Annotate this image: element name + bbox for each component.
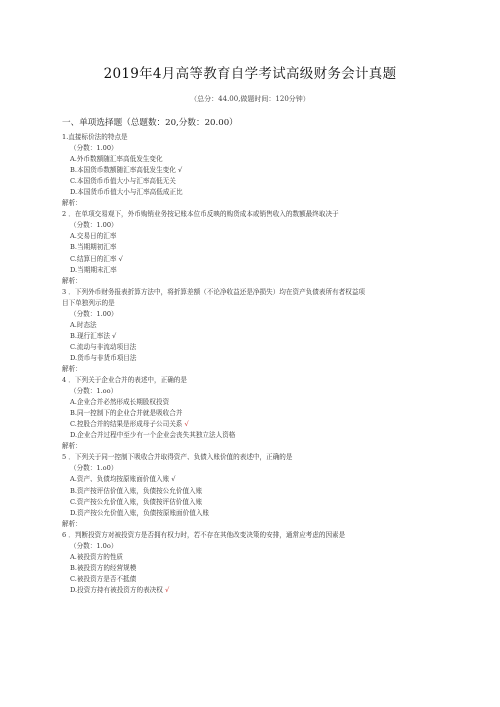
section-heading: 一、单项选择题（总题数：20,分数：20.00） xyxy=(62,118,238,128)
option-c xyxy=(62,176,462,187)
option-a xyxy=(62,320,462,331)
option-c xyxy=(62,574,462,585)
option-a xyxy=(62,231,462,242)
option-d xyxy=(62,353,462,364)
question-stem: 5 ．下列关于同一控制下吸收合并取得资产、负债入账价值的表述中，正确的是 xyxy=(62,453,293,462)
analysis-label: 解析： xyxy=(62,199,82,208)
option-a xyxy=(62,154,462,165)
question-score: （分数：1.o0） xyxy=(70,464,118,473)
option-b xyxy=(62,486,462,497)
option-d xyxy=(62,265,462,276)
correct-check-icon: √ xyxy=(184,420,189,429)
option-text: C.控股合并的结果是形成母子公司关系 xyxy=(70,420,183,429)
correct-check-icon: √ xyxy=(171,475,176,484)
option-text: D.当期期末汇率 xyxy=(70,265,117,274)
option-a xyxy=(62,397,462,408)
question-score: （分数：1.00） xyxy=(70,144,118,153)
option-text: A.交易日的汇率 xyxy=(70,232,117,241)
option-c xyxy=(62,497,462,508)
page-title: 2019年4月高等教育自学考试高级财务会计真题 xyxy=(103,66,397,82)
option-text: A.被投资方的性质 xyxy=(70,552,124,561)
option-text: D.本国货币币值大小与汇率高低成正比 xyxy=(70,188,183,197)
correct-check-icon: √ xyxy=(112,331,117,340)
question-score: （分数：1.oo） xyxy=(70,387,118,396)
option-text: B.本国货币数额随汇率高低发生变化 xyxy=(70,166,176,175)
option-a xyxy=(62,552,462,563)
exam-meta: （总分：44.00,做题时间：120分钟） xyxy=(190,95,310,103)
question-score: （分数：1.00） xyxy=(70,221,118,230)
analysis-label: 解析： xyxy=(62,519,82,528)
option-b xyxy=(62,563,462,574)
question-score: （分数：1.00） xyxy=(70,309,118,318)
option-b xyxy=(62,331,462,342)
option-text: D.资产按公允价值入账，负债按原账面价值入账 xyxy=(70,508,210,517)
analysis-label: 解析： xyxy=(62,442,82,451)
option-text: A.外币数额随汇率高低发生变化 xyxy=(70,155,163,164)
option-text: A.企业合并必然形成长期股权投资 xyxy=(70,398,170,407)
option-c xyxy=(62,342,462,353)
option-d xyxy=(62,508,462,519)
question-stem: 1.直接标价法的特点是 xyxy=(62,133,128,141)
option-text: A.时态法 xyxy=(70,320,97,329)
option-text: D.货币与非货币项目法 xyxy=(70,353,137,362)
analysis-label: 解析： xyxy=(62,276,82,285)
correct-check-icon: √ xyxy=(118,254,123,263)
correct-check-icon: √ xyxy=(177,166,183,175)
option-c xyxy=(62,254,462,265)
question-stem: 4 ．下列关于企业合并的表述中，正确的是 xyxy=(62,376,187,385)
option-a xyxy=(62,474,462,485)
question-stem: 3 ．下列外币财务报表折算方法中，将折算差额（不论净收益还是净损失）均在资产负债表所有者权益项 xyxy=(62,287,366,296)
option-text: B.资产按评估价值入账，负债按公允价值入账 xyxy=(70,486,203,495)
option-b xyxy=(62,408,462,419)
option-b xyxy=(62,242,462,253)
question-stem: 2 ．在单项交易观下，外币购销业务按记账本位币反映的购货成本或销售收入的数额最终取决于 xyxy=(62,210,339,219)
option-text: C.资产按公允价值入账，负债按评估价值入账 xyxy=(70,497,203,506)
correct-check-icon: √ xyxy=(164,585,170,594)
option-text: B.当期期初汇率 xyxy=(70,243,117,252)
analysis-label: 解析： xyxy=(62,364,82,373)
option-text: B.被投资方的经营规模 xyxy=(70,563,137,572)
option-text: C.结算日的汇率 xyxy=(70,254,117,263)
question-stem: 6 ．判断投资方对被投资方是否拥有权力时，若不存在其他改变决策的安排，通常应考虑的因素是 xyxy=(62,530,346,539)
option-text: D.投资方持有被投资方的表决权 xyxy=(70,585,163,594)
option-text: B.同一控制下的企业合并就是吸收合并 xyxy=(70,409,183,418)
option-text: C.被投资方是否不抵债 xyxy=(70,574,137,583)
option-c xyxy=(62,419,462,430)
question-score: （分数：1.0o） xyxy=(70,541,118,550)
question-stem-continued: 目下单独列示的是 xyxy=(62,298,115,307)
option-text: D.企业合并过程中至少有一个企业会丧失其独立法人资格 xyxy=(70,431,236,440)
option-text: A.资产、负债均按原账面价值入账 xyxy=(70,475,170,484)
option-b xyxy=(62,165,462,176)
option-d xyxy=(62,430,462,441)
option-text: B.现行汇率法 xyxy=(70,331,110,340)
question-list xyxy=(62,132,462,596)
option-text: C.本国货币币值大小与汇率高低无关 xyxy=(70,177,176,186)
option-text: C.流动与非流动项目法 xyxy=(70,342,137,351)
option-d xyxy=(62,585,462,596)
option-d xyxy=(62,187,462,198)
